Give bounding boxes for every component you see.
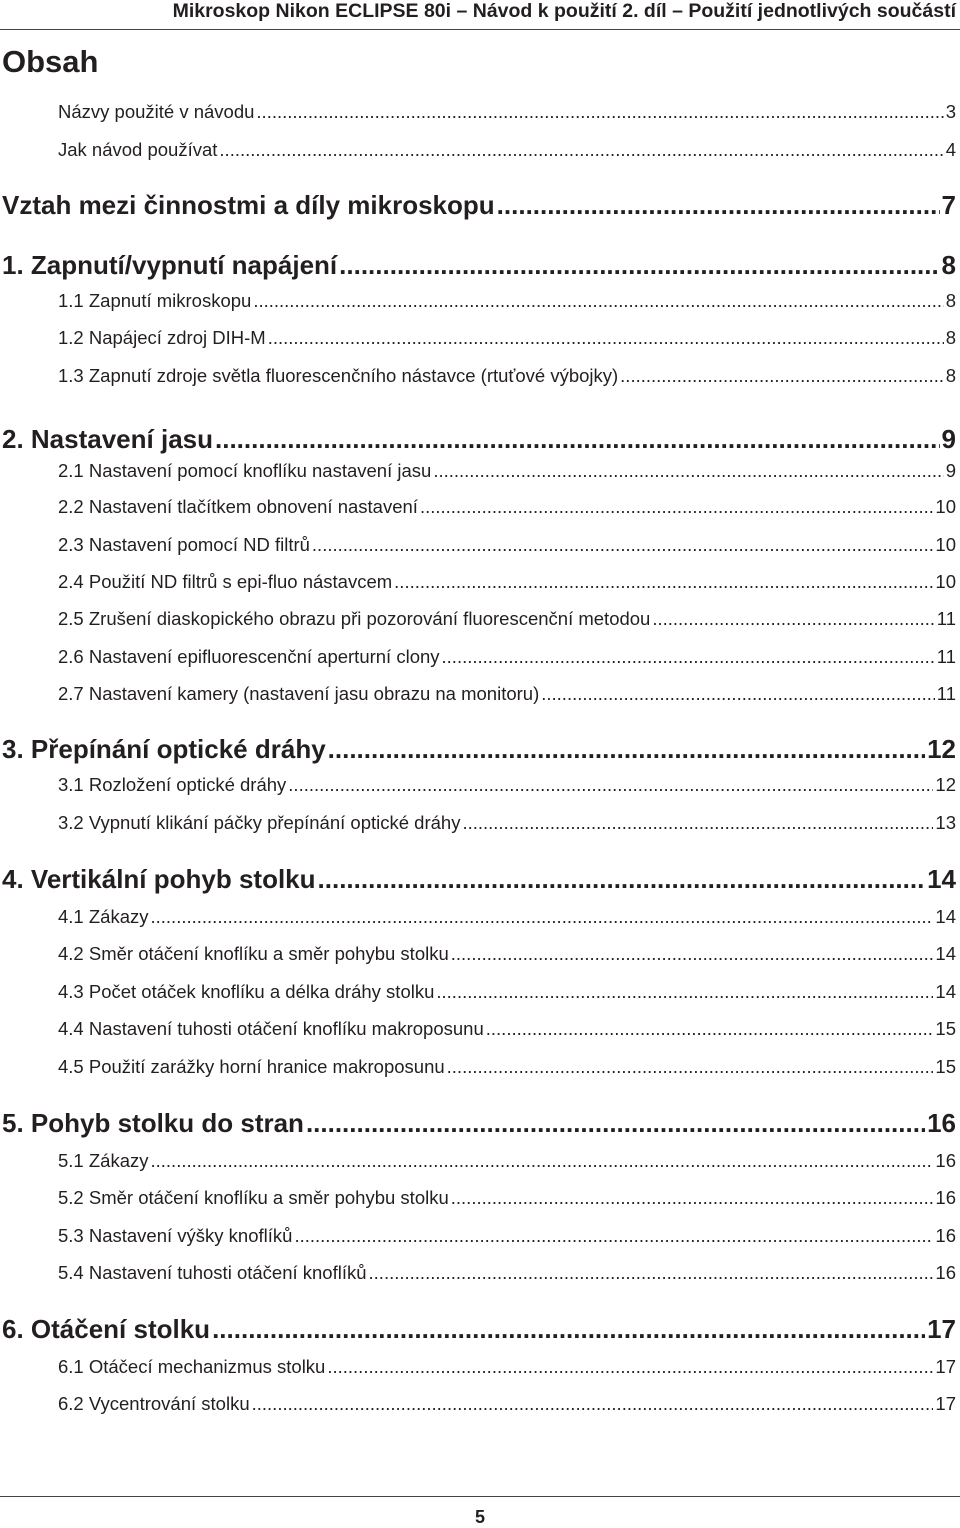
- dot-leader: [306, 1108, 925, 1139]
- toc-entry-page: 10: [935, 496, 956, 517]
- toc-entry[interactable]: [58, 1056, 956, 1080]
- toc-entry-page: 14: [935, 943, 956, 964]
- toc-entry-title: 1. Zapnutí/vypnutí napájení: [2, 250, 338, 280]
- toc-entry-page: 10: [935, 534, 956, 555]
- toc-entry[interactable]: [58, 101, 956, 125]
- toc-entry-title: 4.1 Zákazy: [58, 906, 149, 927]
- toc-entry[interactable]: [58, 290, 956, 314]
- dot-leader: [541, 683, 935, 705]
- toc-entry[interactable]: [2, 424, 956, 456]
- toc-entry-title: 2.5 Zrušení diaskopického obrazu při pozorování fluorescenční metodou: [58, 608, 651, 629]
- toc-entry-page: 11: [936, 683, 956, 704]
- dot-leader: [318, 864, 926, 895]
- toc-title: Obsah: [2, 44, 99, 79]
- dot-leader: [151, 1150, 934, 1172]
- dot-leader: [394, 571, 933, 593]
- toc-entry-title: 4.3 Počet otáček knoflíku a délka dráhy stolku: [58, 981, 435, 1002]
- dot-leader: [486, 1018, 934, 1040]
- toc-entry[interactable]: [58, 496, 956, 520]
- dot-leader: [151, 906, 934, 928]
- toc-entry-page: 8: [945, 290, 956, 311]
- toc-entry-page: 10: [935, 571, 956, 592]
- dot-leader: [451, 1187, 934, 1209]
- toc-entry-title: 5.4 Nastavení tuhosti otáčení knoflíků: [58, 1262, 367, 1283]
- dot-leader: [253, 290, 943, 312]
- toc-entry-title: 2.6 Nastavení epifluorescenční aperturní clony: [58, 646, 440, 667]
- running-header: [0, 0, 960, 30]
- toc-entry-page: 14: [935, 981, 956, 1002]
- toc-entry[interactable]: [58, 571, 956, 595]
- toc-entry-title: 2.2 Nastavení tlačítkem obnovení nastavení: [58, 496, 418, 517]
- toc-entry[interactable]: [2, 864, 956, 896]
- dot-leader: [652, 608, 934, 630]
- toc-entry-title: 2.3 Nastavení pomocí ND filtrů: [58, 534, 310, 555]
- toc-entry-title: 4.4 Nastavení tuhosti otáčení knoflíku makroposunu: [58, 1018, 484, 1039]
- toc-entry-page: 16: [935, 1262, 956, 1283]
- toc-entry-title: 6.2 Vycentrování stolku: [58, 1393, 250, 1414]
- toc-entry-page: 8: [941, 250, 956, 280]
- dot-leader: [215, 424, 940, 455]
- toc-entry[interactable]: [2, 250, 956, 282]
- toc-entry[interactable]: [58, 981, 956, 1005]
- toc-entry-page: 9: [941, 424, 956, 454]
- toc-entry-title: 2.1 Nastavení pomocí knoflíku nastavení jasu: [58, 460, 432, 481]
- dot-leader: [497, 190, 940, 221]
- toc-entry-page: 16: [935, 1225, 956, 1246]
- toc-entry-page: 12: [935, 774, 956, 795]
- toc-entry-title: 1.1 Zapnutí mikroskopu: [58, 290, 252, 311]
- toc-entry-page: 13: [935, 812, 956, 833]
- toc-entry[interactable]: [58, 365, 956, 389]
- toc-entry[interactable]: [58, 943, 956, 967]
- toc-entry-title: 1.3 Zapnutí zdroje světla fluorescenčního nástavce (rtuťové výbojky): [58, 365, 619, 386]
- toc-entry-page: 4: [945, 139, 956, 160]
- toc-entry[interactable]: [58, 608, 956, 632]
- toc-entry-page: 15: [935, 1056, 956, 1077]
- toc-entry-title: 4.2 Směr otáčení knoflíku a směr pohybu stolku: [58, 943, 449, 964]
- toc-entry-page: 14: [935, 906, 956, 927]
- toc-entry-page: 15: [935, 1018, 956, 1039]
- toc-entry-page: 16: [935, 1187, 956, 1208]
- toc-entry-page: 9: [945, 460, 956, 481]
- toc-entry-title: 2.7 Nastavení kamery (nastavení jasu obrazu na monitoru): [58, 683, 540, 704]
- toc-entry-page: 8: [945, 365, 956, 386]
- toc-entry-page: 16: [935, 1150, 956, 1171]
- dot-leader: [620, 365, 944, 387]
- footer-divider: [0, 1496, 960, 1497]
- toc-entry[interactable]: [58, 460, 956, 484]
- toc-entry-title: 5. Pohyb stolku do stran: [2, 1108, 304, 1138]
- toc-entry[interactable]: [58, 1187, 956, 1211]
- toc-entry[interactable]: [2, 1108, 956, 1140]
- toc-entry-title: 5.3 Nastavení výšky knoflíků: [58, 1225, 293, 1246]
- toc-entry[interactable]: [2, 734, 956, 766]
- toc-entry-title: 6.1 Otáčecí mechanizmus stolku: [58, 1356, 326, 1377]
- toc-entry-title: 5.1 Zákazy: [58, 1150, 149, 1171]
- dot-leader: [219, 139, 943, 161]
- toc-entry-page: 3: [945, 101, 956, 122]
- dot-leader: [451, 943, 934, 965]
- dot-leader: [339, 250, 939, 281]
- page-number: 5: [474, 1507, 485, 1527]
- toc-entry[interactable]: [58, 1225, 956, 1249]
- toc-entry[interactable]: [58, 1262, 956, 1286]
- dot-leader: [442, 646, 935, 668]
- toc-entry-title: 2.4 Použití ND filtrů s epi-fluo nástavcem: [58, 571, 393, 592]
- toc-entry[interactable]: [58, 1356, 956, 1380]
- toc-entry-title: 3.1 Rozložení optické dráhy: [58, 774, 287, 795]
- toc-entry-title: 5.2 Směr otáčení knoflíku a směr pohybu stolku: [58, 1187, 449, 1208]
- dot-leader: [433, 460, 943, 482]
- toc-entry-page: 7: [941, 190, 956, 220]
- toc-entry-title: 3.2 Vypnutí klikání páčky přepínání optické dráhy: [58, 812, 461, 833]
- toc-entry-page: 12: [927, 734, 956, 764]
- dot-leader: [212, 1314, 925, 1345]
- dot-leader: [256, 101, 943, 123]
- toc-entry-title: 3. Přepínání optické dráhy: [2, 734, 326, 764]
- dot-leader: [268, 327, 944, 349]
- dot-leader: [327, 1356, 933, 1378]
- toc-entry[interactable]: [58, 327, 956, 351]
- dot-leader: [369, 1262, 934, 1284]
- toc-entry-title: 4.5 Použití zarážky horní hranice makroposunu: [58, 1056, 445, 1077]
- toc-entry[interactable]: [58, 646, 956, 670]
- toc-entry-title: 1.2 Napájecí zdroj DIH-M: [58, 327, 266, 348]
- toc-entry[interactable]: [2, 190, 956, 222]
- dot-leader: [252, 1393, 934, 1415]
- toc-entry[interactable]: [58, 139, 956, 163]
- toc-entry[interactable]: [58, 534, 956, 558]
- running-title: Mikroskop Nikon ECLIPSE 80i – Návod k použití 2. díl – Použití jednotlivých součástí: [172, 0, 956, 22]
- toc-entry-page: 11: [936, 608, 956, 629]
- dot-leader: [436, 981, 933, 1003]
- toc-entry[interactable]: [2, 1314, 956, 1346]
- toc-entry-title: Názvy použité v návodu: [58, 101, 255, 122]
- dot-leader: [294, 1225, 933, 1247]
- dot-leader: [420, 496, 933, 518]
- toc-entry[interactable]: [58, 812, 956, 836]
- toc-entry[interactable]: [58, 683, 956, 707]
- toc-entry-page: 17: [935, 1356, 956, 1377]
- toc-entry-title: Vztah mezi činnostmi a díly mikroskopu: [2, 190, 495, 220]
- toc-entry-page: 8: [945, 327, 956, 348]
- toc-entry-title: 2. Nastavení jasu: [2, 424, 213, 454]
- dot-leader: [288, 774, 933, 796]
- toc-entry-page: 17: [935, 1393, 956, 1414]
- toc-entry-page: 16: [927, 1108, 956, 1138]
- dot-leader: [328, 734, 925, 765]
- toc-entry-page: 17: [927, 1314, 956, 1344]
- dot-leader: [462, 812, 933, 834]
- toc-entry[interactable]: [58, 774, 956, 798]
- toc-entry-title: 6. Otáčení stolku: [2, 1314, 211, 1344]
- toc-entry-page: 11: [936, 646, 956, 667]
- toc-entry[interactable]: [58, 1018, 956, 1042]
- toc-entry[interactable]: [58, 1150, 956, 1174]
- toc-entry-page: 14: [927, 864, 956, 894]
- toc-entry[interactable]: [58, 1393, 956, 1417]
- dot-leader: [312, 534, 934, 556]
- toc-entry[interactable]: [58, 906, 956, 930]
- dot-leader: [447, 1056, 934, 1078]
- toc-entry-title: Jak návod používat: [58, 139, 218, 160]
- toc-entry-title: 4. Vertikální pohyb stolku: [2, 864, 316, 894]
